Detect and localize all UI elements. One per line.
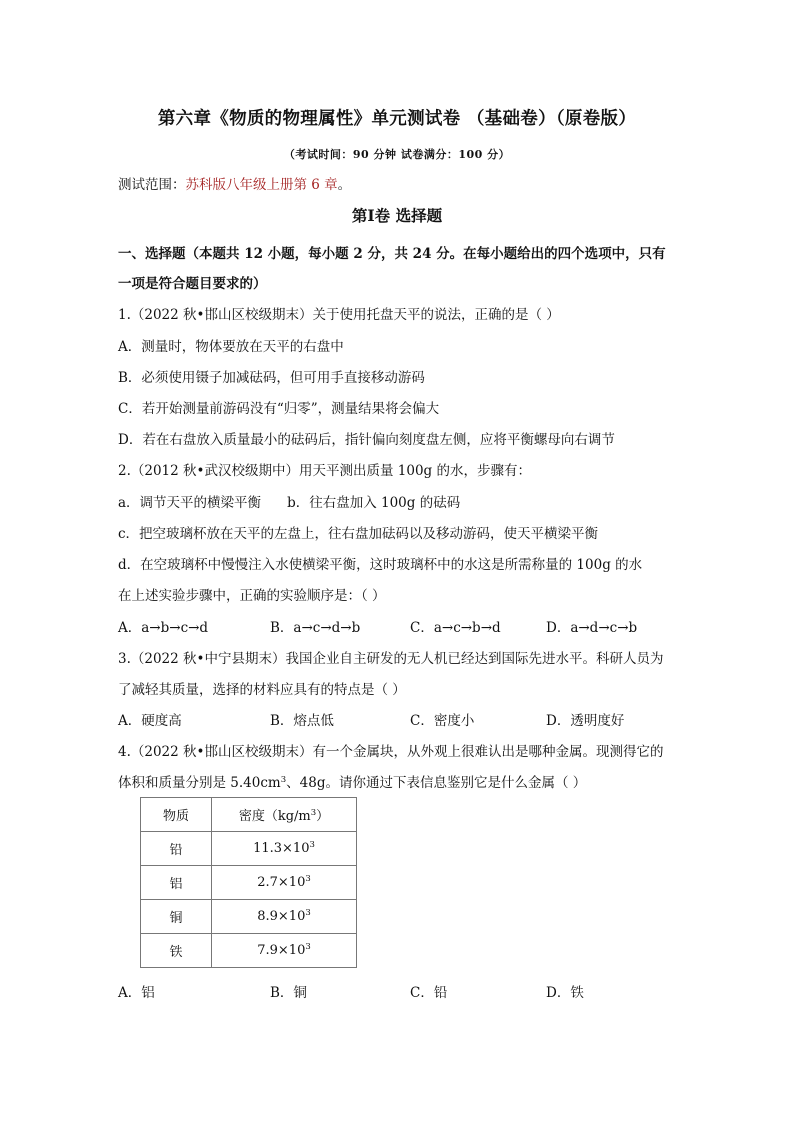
q4-option-a: A．铝 bbox=[118, 985, 155, 1001]
q1-option-a: A．测量时，物体要放在天平的右盘中 bbox=[118, 339, 344, 355]
table-cell-substance: 铁 bbox=[141, 934, 212, 968]
q4-stem-pre: 体积和质量分别是 5.40cm bbox=[118, 775, 281, 791]
test-scope bbox=[118, 173, 351, 193]
q2-option-b: B．a→c→d→b bbox=[270, 620, 361, 636]
density-table bbox=[140, 797, 357, 968]
header-density-sup: 3 bbox=[310, 808, 317, 818]
density-base: 8.9×10 bbox=[257, 909, 306, 924]
q2-options bbox=[118, 616, 718, 636]
test-scope-end: 。 bbox=[337, 177, 352, 193]
q3-option-d: D．透明度好 bbox=[546, 713, 625, 729]
q4-option-c: C．铅 bbox=[410, 985, 448, 1001]
q2-steps-ab bbox=[118, 491, 460, 511]
test-scope-label: 测试范围： bbox=[118, 177, 186, 193]
density-exp: 3 bbox=[309, 840, 315, 850]
q2-option-c: C．a→c→b→d bbox=[410, 620, 501, 636]
q2-ask: 在上述实验步骤中，正确的实验顺序是：（ ） bbox=[118, 588, 386, 604]
table-cell-density bbox=[212, 934, 357, 968]
q3-options bbox=[118, 709, 718, 729]
header-density-pre: 密度（kg/m bbox=[238, 809, 311, 824]
table-row bbox=[141, 832, 357, 866]
q2-stem: 2.（2012 秋•武汉校级期中）用天平测出质量 100g 的水，步骤有： bbox=[118, 463, 531, 479]
q1-option-d: D．若在右盘放入质量最小的砝码后，指针偏向刻度盘左侧，应将平衡螺母向右调节 bbox=[118, 432, 615, 448]
table-header-substance: 物质 bbox=[141, 798, 212, 832]
q4-option-b: B．铜 bbox=[270, 985, 307, 1001]
density-exp: 3 bbox=[305, 908, 311, 918]
q2-step-d: d．在空玻璃杯中慢慢注入水使横梁平衡，这时玻璃杯中的水这是所需称量的 100g 的水 bbox=[118, 557, 643, 573]
q2-step-a: a．调节天平的横梁平衡 bbox=[118, 495, 262, 511]
q4-stem-line-1: 4.（2022 秋•邯山区校级期末）有一个金属块，从外观上很难认出是哪种金属。现测得它的 bbox=[118, 744, 664, 760]
table-row bbox=[141, 866, 357, 900]
density-exp: 3 bbox=[305, 874, 311, 884]
instruction-line-1: 一、选择题（本题共 12 小题，每小题 2 分，共 24 分。在每小题给出的四个选项中，只有 bbox=[118, 246, 666, 262]
page-title: 第六章《物质的物理属性》单元测试卷 （基础卷）（原卷版） bbox=[157, 109, 637, 129]
q2-step-c: c．把空玻璃杯放在天平的左盘上，往右盘加砝码以及移动游码，使天平横梁平衡 bbox=[118, 526, 599, 542]
q2-step-b: b．往右盘加入 100g 的砝码 bbox=[287, 495, 461, 511]
table-cell-substance: 铅 bbox=[141, 832, 212, 866]
q1-option-b: B．必须使用镊子加减砝码，但可用手直接移动游码 bbox=[118, 370, 425, 386]
q4-options bbox=[118, 981, 718, 1001]
table-header-row bbox=[141, 798, 357, 832]
q3-stem-line-2: 了减轻其质量，选择的材料应具有的特点是（ ） bbox=[118, 682, 406, 698]
density-base: 11.3×10 bbox=[253, 841, 310, 856]
exam-info: （考试时间：90 分钟 试卷满分：100 分） bbox=[283, 148, 511, 161]
q2-option-a: A．a→b→c→d bbox=[118, 620, 209, 636]
q3-option-c: C．密度小 bbox=[410, 713, 475, 729]
q2-option-d: D．a→d→c→b bbox=[546, 620, 638, 636]
q4-option-d: D．铁 bbox=[546, 985, 584, 1001]
table-cell-substance: 铜 bbox=[141, 900, 212, 934]
q1-option-c: C．若开始测量前游码没有“归零”，测量结果将会偏大 bbox=[118, 401, 440, 417]
table-header-density bbox=[212, 798, 357, 832]
q3-option-a: A．硬度高 bbox=[118, 713, 182, 729]
q4-stem-post: 、48g。请你通过下表信息鉴别它是什么金属（ ） bbox=[286, 775, 587, 791]
q4-stem-line-2 bbox=[118, 771, 586, 791]
q4-stem-sup: 3 bbox=[280, 775, 287, 785]
table-row bbox=[141, 934, 357, 968]
test-scope-value: 苏科版八年级上册第 6 章 bbox=[185, 177, 338, 193]
instruction-line-2: 一项是符合题目要求的） bbox=[118, 276, 267, 292]
table-cell-density bbox=[212, 832, 357, 866]
table-cell-density bbox=[212, 866, 357, 900]
header-density-post: ） bbox=[316, 809, 330, 824]
q3-stem-line-1: 3.（2022 秋•中宁县期末）我国企业自主研发的无人机已经达到国际先进水平。科研人员为 bbox=[118, 651, 664, 667]
density-exp: 3 bbox=[305, 942, 311, 952]
table-cell-density bbox=[212, 900, 357, 934]
table-row bbox=[141, 900, 357, 934]
density-base: 7.9×10 bbox=[257, 943, 306, 958]
density-base: 2.7×10 bbox=[257, 875, 306, 890]
section-title: 第Ⅰ卷 选择题 bbox=[351, 206, 443, 225]
q3-option-b: B．熔点低 bbox=[270, 713, 334, 729]
table-cell-substance: 铝 bbox=[141, 866, 212, 900]
q1-stem: 1.（2022 秋•邯山区校级期末）关于使用托盘天平的说法，正确的是（ ） bbox=[118, 307, 560, 323]
